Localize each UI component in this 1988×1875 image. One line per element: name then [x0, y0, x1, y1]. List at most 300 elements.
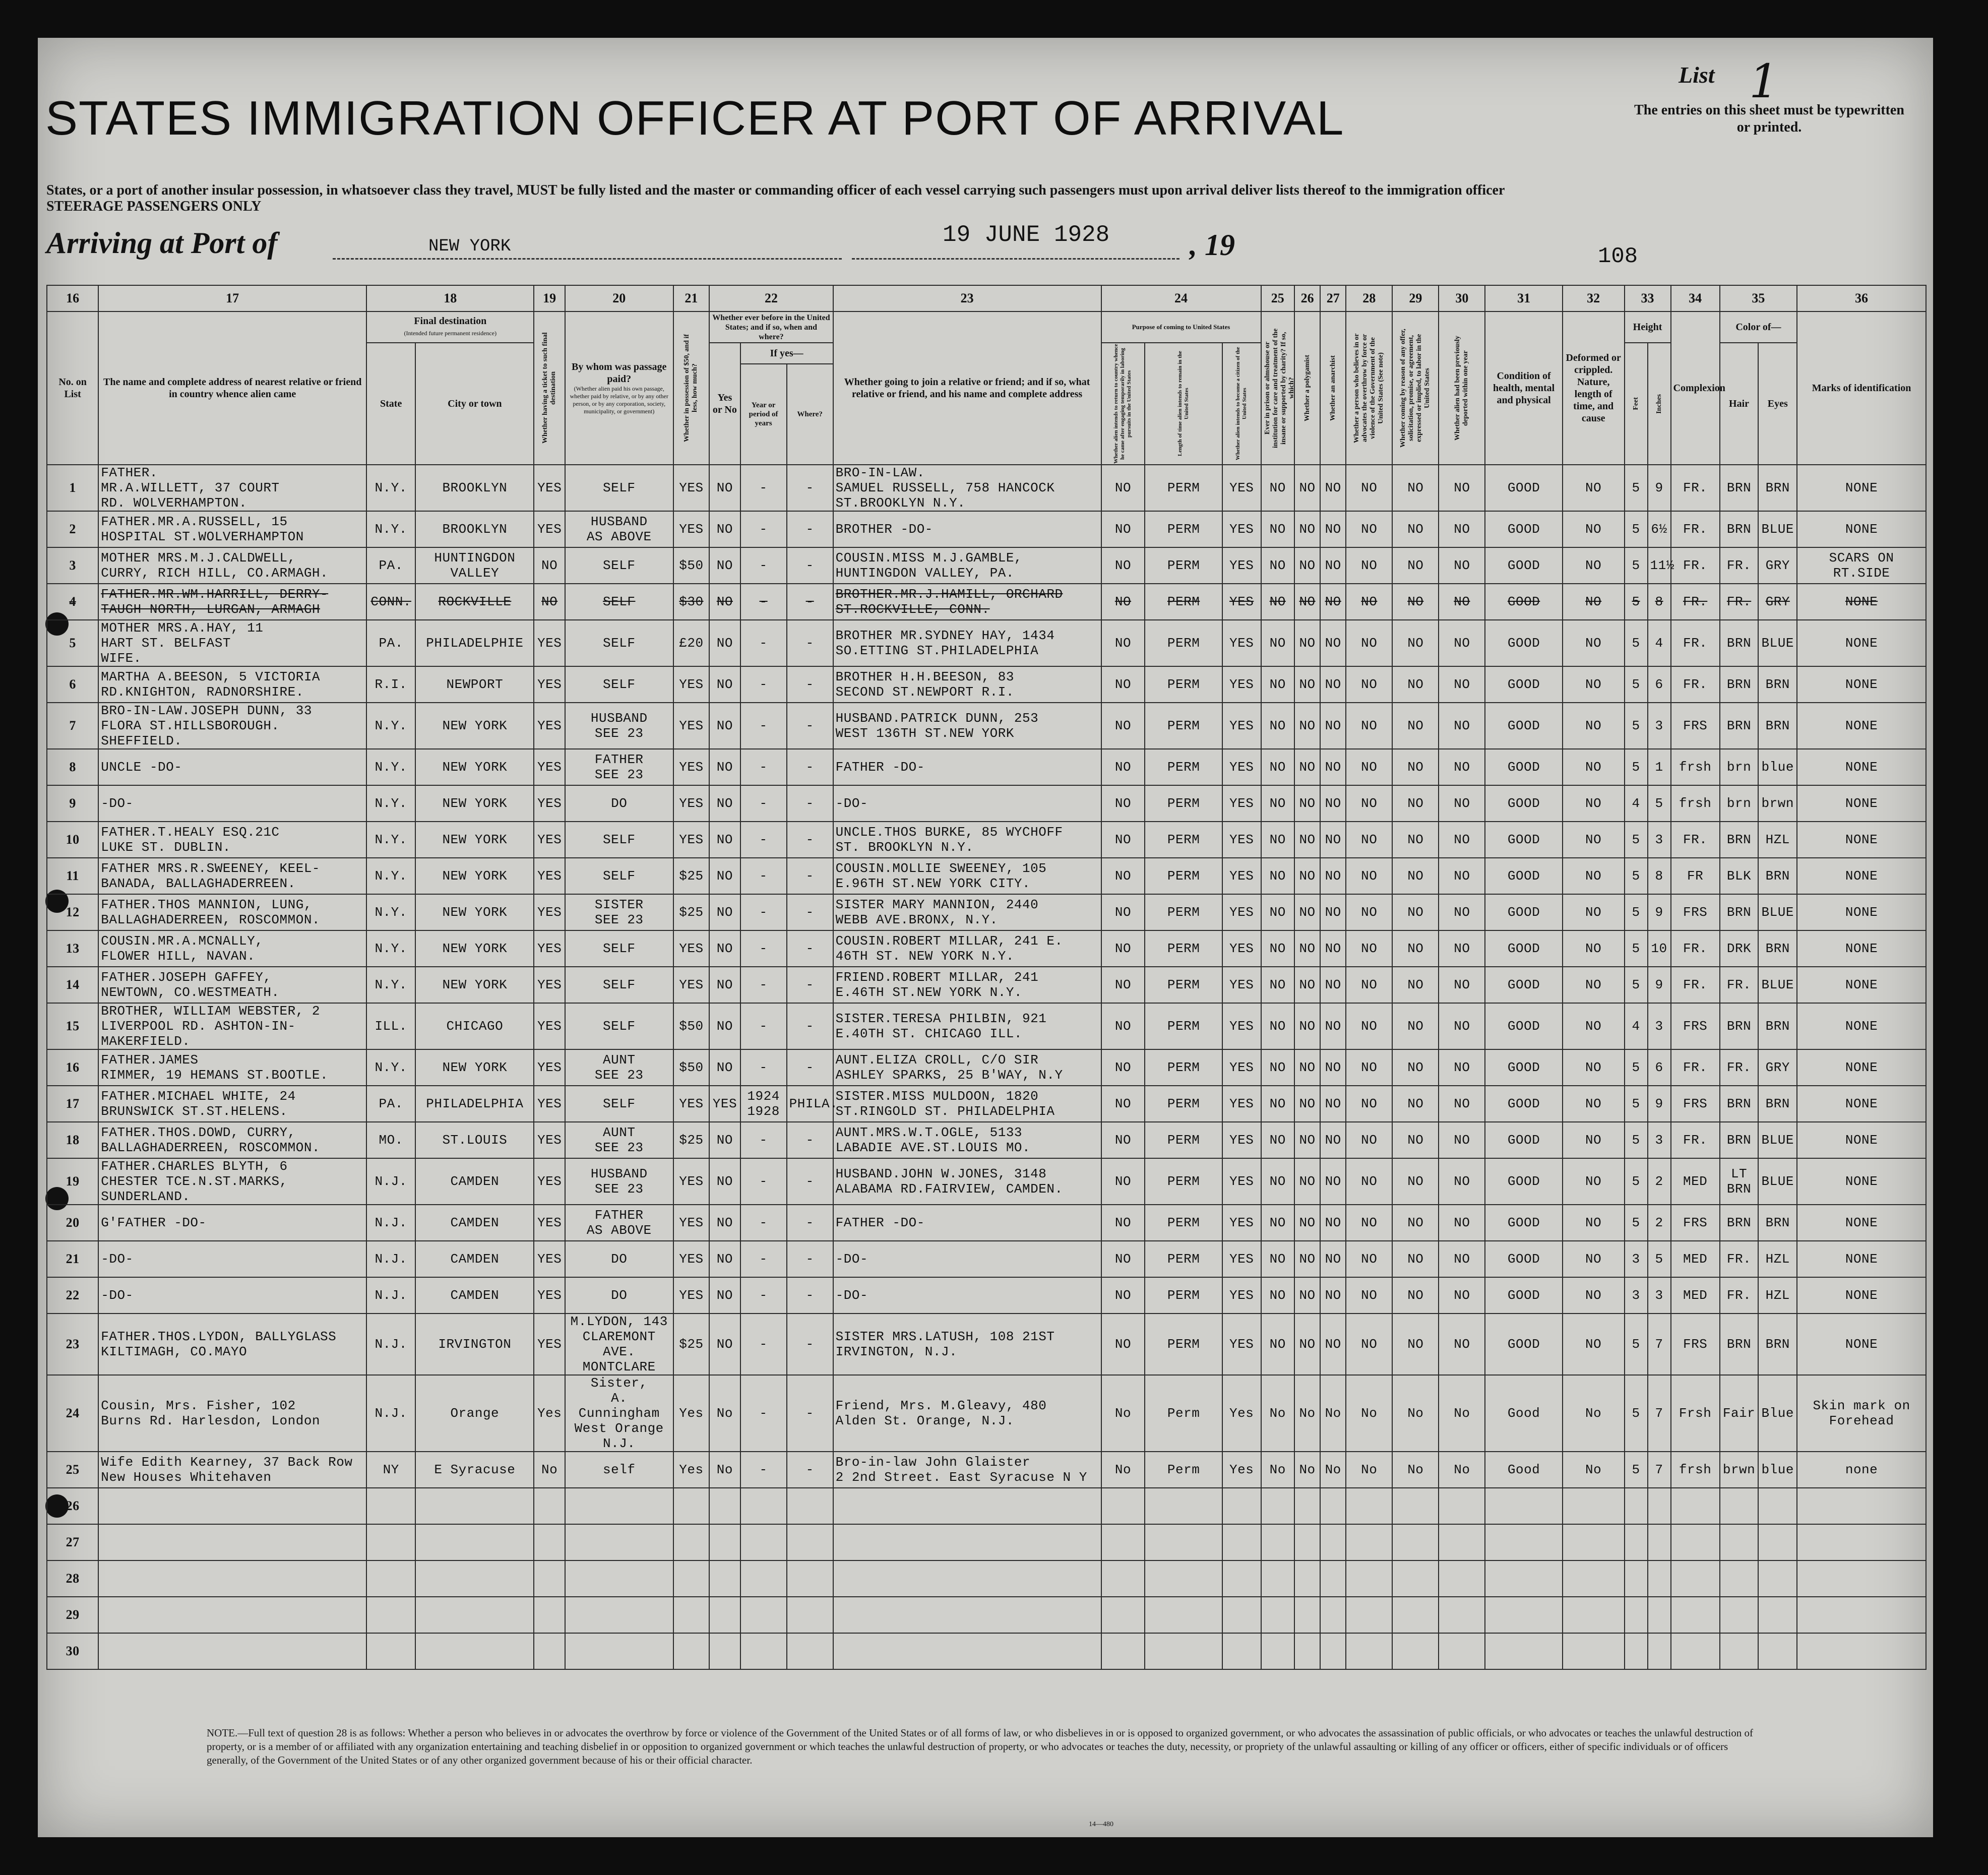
marks-cell: NONE — [1797, 1205, 1926, 1241]
money-cell: $50 — [673, 547, 710, 584]
anarchist-cell: NO — [1320, 666, 1346, 703]
year-cell: - — [740, 620, 787, 666]
health-cell — [1485, 1560, 1562, 1597]
polygamist-cell: NO — [1294, 1314, 1320, 1375]
passage-paid-cell: Sister, A. Cunningham West Orange N.J. — [565, 1375, 673, 1452]
q29-cell: NO — [1392, 749, 1439, 785]
nearest-relative-cell — [98, 1597, 366, 1633]
q28-cell: NO — [1346, 465, 1392, 511]
polygamist-cell — [1294, 1524, 1320, 1560]
column-number: 30 — [1439, 285, 1485, 311]
year-cell — [740, 1560, 787, 1597]
prison-cell — [1261, 1597, 1294, 1633]
hair-cell: BRN — [1720, 1086, 1759, 1122]
passage-paid-cell: SELF — [565, 967, 673, 1003]
anarchist-cell: NO — [1320, 749, 1346, 785]
eyes-cell: BRN — [1758, 930, 1797, 967]
row-number: 13 — [47, 930, 98, 967]
height-inches-cell: 9 — [1648, 967, 1671, 1003]
purpose-return-cell — [1101, 1488, 1145, 1524]
health-cell: GOOD — [1485, 547, 1562, 584]
before-in-us-cell: NO — [709, 1277, 740, 1314]
q30-cell: NO — [1439, 620, 1485, 666]
where-cell: - — [787, 465, 833, 511]
purpose-length-cell: PERM — [1145, 511, 1222, 547]
where-cell: - — [787, 547, 833, 584]
state-cell — [366, 1560, 415, 1597]
complexion-cell — [1671, 1524, 1720, 1560]
state-cell: N.Y. — [366, 511, 415, 547]
polygamist-cell: No — [1294, 1375, 1320, 1452]
polygamist-cell: NO — [1294, 1205, 1320, 1241]
purpose-return-cell: NO — [1101, 1314, 1145, 1375]
prison-cell: NO — [1261, 511, 1294, 547]
purpose-return-cell — [1101, 1560, 1145, 1597]
q29-cell: NO — [1392, 1003, 1439, 1049]
complexion-cell — [1671, 1633, 1720, 1669]
col-no-on-list: No. on List — [47, 311, 98, 465]
q29-cell: NO — [1392, 1049, 1439, 1086]
deformed-cell: No — [1563, 1452, 1625, 1488]
anarchist-cell — [1320, 1560, 1346, 1597]
ticket-cell: YES — [534, 1003, 565, 1049]
before-in-us-cell: No — [709, 1452, 740, 1488]
where-cell: - — [787, 1452, 833, 1488]
anarchist-cell — [1320, 1633, 1346, 1669]
money-cell: YES — [673, 1158, 710, 1205]
eyes-cell: GRY — [1758, 1049, 1797, 1086]
passage-paid-cell: M.LYDON, 143 CLAREMONT AVE. MONTCLARE — [565, 1314, 673, 1375]
col-q29 — [1392, 311, 1439, 465]
column-number: 21 — [673, 285, 710, 311]
q28-cell: No — [1346, 1452, 1392, 1488]
health-cell: GOOD — [1485, 1122, 1562, 1158]
polygamist-cell: NO — [1294, 1241, 1320, 1277]
passage-paid-cell: FATHER AS ABOVE — [565, 1205, 673, 1241]
height-feet-cell: 5 — [1625, 967, 1648, 1003]
ticket-cell — [534, 1560, 565, 1597]
q28-label: Whether a person who believes in or advocates the overthrow by force or violence of the Government of the United States (See note) — [1353, 333, 1385, 443]
complexion-cell: FR. — [1671, 584, 1720, 620]
polygamist-cell: NO — [1294, 1122, 1320, 1158]
city-cell: NEW YORK — [415, 858, 534, 894]
year-cell: - — [740, 666, 787, 703]
before-in-us-cell: NO — [709, 547, 740, 584]
row-number: 20 — [47, 1205, 98, 1241]
state-cell: N.Y. — [366, 703, 415, 749]
year-cell: - — [740, 584, 787, 620]
money-cell: YES — [673, 749, 710, 785]
nearest-relative-cell — [98, 1488, 366, 1524]
hair-cell: BLK — [1720, 858, 1759, 894]
anarchist-cell: NO — [1320, 547, 1346, 584]
height-inches-cell — [1648, 1488, 1671, 1524]
purpose-return-cell: NO — [1101, 511, 1145, 547]
height-feet-cell: 5 — [1625, 465, 1648, 511]
nearest-relative-cell: BRO-IN-LAW.JOSEPH DUNN, 33 FLORA ST.HILLSBOROUGH. SHEFFIELD. — [98, 703, 366, 749]
where-cell: - — [787, 1277, 833, 1314]
eyes-cell: HZL — [1758, 1241, 1797, 1277]
hair-cell: LT BRN — [1720, 1158, 1759, 1205]
deformed-cell: NO — [1563, 785, 1625, 822]
ticket-cell: YES — [534, 703, 565, 749]
height-feet-cell: 5 — [1625, 1205, 1648, 1241]
q29-label: Whether coming by reason of any offer, solicitation, promise, or agreement, expressed or implied, to labor in the United States — [1399, 329, 1432, 448]
before-in-us-cell — [709, 1597, 740, 1633]
where-cell: - — [787, 584, 833, 620]
state-cell — [366, 1488, 415, 1524]
passage-paid-cell: self — [565, 1452, 673, 1488]
col-feet — [1625, 343, 1648, 465]
health-cell: GOOD — [1485, 1205, 1562, 1241]
deformed-cell: NO — [1563, 930, 1625, 967]
marks-cell: NONE — [1797, 967, 1926, 1003]
ticket-cell: YES — [534, 930, 565, 967]
year-cell — [740, 1524, 787, 1560]
marks-cell: NONE — [1797, 703, 1926, 749]
year-cell: - — [740, 1205, 787, 1241]
joining-cell — [833, 1524, 1101, 1560]
before-in-us-label: Whether ever before in the United States; and if so, when and where? — [712, 313, 830, 341]
where-cell — [787, 1597, 833, 1633]
joining-cell: BROTHER -DO- — [833, 511, 1101, 547]
purpose-return-cell: NO — [1101, 1049, 1145, 1086]
col-where: Where? — [787, 364, 833, 465]
marks-cell: NONE — [1797, 1158, 1926, 1205]
eyes-cell: BRN — [1758, 858, 1797, 894]
height-inches-cell: 10 — [1648, 930, 1671, 967]
deformed-cell: NO — [1563, 1158, 1625, 1205]
city-cell — [415, 1524, 534, 1560]
hair-cell: FR. — [1720, 967, 1759, 1003]
money-label: Whether in possession of $50, and if less, how much? — [683, 334, 699, 443]
ticket-cell: NO — [534, 584, 565, 620]
purpose-length-cell: PERM — [1145, 1003, 1222, 1049]
list-number: 1 — [1749, 54, 1779, 108]
money-cell: Yes — [673, 1452, 710, 1488]
column-number: 36 — [1797, 285, 1926, 311]
ticket-cell: YES — [534, 620, 565, 666]
complexion-cell: FR. — [1671, 967, 1720, 1003]
money-cell — [673, 1597, 710, 1633]
hair-cell — [1720, 1488, 1759, 1524]
column-number: 25 — [1261, 285, 1294, 311]
height-feet-cell — [1625, 1560, 1648, 1597]
q29-cell: NO — [1392, 620, 1439, 666]
q29-cell: NO — [1392, 1086, 1439, 1122]
col-q30 — [1439, 311, 1485, 465]
passage-paid-cell: SISTER SEE 23 — [565, 894, 673, 930]
state-cell: MO. — [366, 1122, 415, 1158]
passage-paid-cell: SELF — [565, 547, 673, 584]
height-inches-cell: 7 — [1648, 1314, 1671, 1375]
health-cell: GOOD — [1485, 465, 1562, 511]
where-cell: - — [787, 511, 833, 547]
manifest-table — [46, 285, 1927, 1670]
column-number: 27 — [1320, 285, 1346, 311]
nearest-relative-cell: MOTHER MRS.M.J.CALDWELL, CURRY, RICH HILL, CO.ARMAGH. — [98, 547, 366, 584]
q28-cell: NO — [1346, 894, 1392, 930]
ticket-cell: YES — [534, 1086, 565, 1122]
height-feet-cell — [1625, 1597, 1648, 1633]
nearest-relative-cell: -DO- — [98, 1241, 366, 1277]
passage-paid-cell: DO — [565, 1241, 673, 1277]
marks-cell — [1797, 1560, 1926, 1597]
prison-cell — [1261, 1488, 1294, 1524]
q30-cell: NO — [1439, 894, 1485, 930]
money-cell: $25 — [673, 894, 710, 930]
where-cell: - — [787, 666, 833, 703]
hair-cell: BRN — [1720, 620, 1759, 666]
hair-cell: FR. — [1720, 1277, 1759, 1314]
q28-cell: NO — [1346, 1158, 1392, 1205]
money-cell: YES — [673, 785, 710, 822]
before-in-us-cell: No — [709, 1375, 740, 1452]
marks-cell: NONE — [1797, 584, 1926, 620]
q28-cell: NO — [1346, 1086, 1392, 1122]
state-cell: N.J. — [366, 1277, 415, 1314]
before-in-us-cell: NO — [709, 1314, 740, 1375]
purpose-citizen-cell: YES — [1222, 1241, 1261, 1277]
polygamist-cell: NO — [1294, 1158, 1320, 1205]
q29-cell: NO — [1392, 1241, 1439, 1277]
height-feet-cell: 5 — [1625, 1314, 1648, 1375]
anarchist-cell: NO — [1320, 822, 1346, 858]
row-number: 23 — [47, 1314, 98, 1375]
purpose-length-cell: PERM — [1145, 822, 1222, 858]
deformed-cell: NO — [1563, 584, 1625, 620]
state-cell: N.Y. — [366, 1049, 415, 1086]
q30-cell: NO — [1439, 547, 1485, 584]
hair-cell: BRN — [1720, 894, 1759, 930]
before-in-us-cell: NO — [709, 1205, 740, 1241]
ticket-cell — [534, 1524, 565, 1560]
anarchist-cell: NO — [1320, 1086, 1346, 1122]
row-number: 11 — [47, 858, 98, 894]
complexion-cell: FR. — [1671, 620, 1720, 666]
before-in-us-cell: NO — [709, 1122, 740, 1158]
ticket-cell — [534, 1488, 565, 1524]
table-row — [47, 894, 1926, 930]
height-inches-cell: 9 — [1648, 1086, 1671, 1122]
joining-cell — [833, 1488, 1101, 1524]
passage-paid-cell: SELF — [565, 1003, 673, 1049]
column-number: 32 — [1563, 285, 1625, 311]
marks-cell: NONE — [1797, 1314, 1926, 1375]
height-feet-cell — [1625, 1524, 1648, 1560]
table-row — [47, 967, 1926, 1003]
q30-cell: NO — [1439, 1086, 1485, 1122]
city-cell: NEW YORK — [415, 785, 534, 822]
nearest-relative-cell — [98, 1560, 366, 1597]
purpose-return-cell: NO — [1101, 1158, 1145, 1205]
anarchist-cell: NO — [1320, 1049, 1346, 1086]
q28-cell: NO — [1346, 584, 1392, 620]
height-inches-cell: 6 — [1648, 1049, 1671, 1086]
row-number: 4 — [47, 584, 98, 620]
before-in-us-cell — [709, 1560, 740, 1597]
state-cell: N.J. — [366, 1241, 415, 1277]
deformed-cell: NO — [1563, 967, 1625, 1003]
deformed-cell: NO — [1563, 511, 1625, 547]
ticket-cell: YES — [534, 1314, 565, 1375]
purpose-length-cell: PERM — [1145, 547, 1222, 584]
q28-cell: NO — [1346, 1241, 1392, 1277]
state-cell: N.J. — [366, 1314, 415, 1375]
q30-cell: NO — [1439, 1049, 1485, 1086]
state-cell: N.Y. — [366, 749, 415, 785]
passage-paid-note: (Whether alien paid his own passage, whether paid by relative, or by any other person, or by any corporation, society, municipality, or government) — [570, 385, 668, 415]
passage-paid-cell: HUSBAND SEE 23 — [565, 1158, 673, 1205]
passage-paid-cell: SELF — [565, 666, 673, 703]
q29-cell: No — [1392, 1375, 1439, 1452]
purpose-return-cell: No — [1101, 1452, 1145, 1488]
complexion-cell: MED — [1671, 1277, 1720, 1314]
health-cell: GOOD — [1485, 1241, 1562, 1277]
joining-cell: SISTER MRS.LATUSH, 108 21ST IRVINGTON, N.J. — [833, 1314, 1101, 1375]
health-cell — [1485, 1524, 1562, 1560]
final-destination-label: Final destination — [414, 316, 487, 327]
table-row — [47, 785, 1926, 822]
year-cell: - — [740, 967, 787, 1003]
purpose-return-cell — [1101, 1633, 1145, 1669]
height-feet-cell: 5 — [1625, 1375, 1648, 1452]
year-cell: - — [740, 1158, 787, 1205]
where-cell — [787, 1488, 833, 1524]
purpose-citizen-cell: YES — [1222, 511, 1261, 547]
deformed-cell: NO — [1563, 749, 1625, 785]
purpose-citizen-cell — [1222, 1488, 1261, 1524]
passage-paid-cell: SELF — [565, 620, 673, 666]
prison-cell: NO — [1261, 1205, 1294, 1241]
purpose-return-cell: NO — [1101, 749, 1145, 785]
complexion-cell: frsh — [1671, 785, 1720, 822]
row-number: 3 — [47, 547, 98, 584]
hair-cell: FR. — [1720, 1049, 1759, 1086]
marks-cell — [1797, 1597, 1926, 1633]
city-cell: E Syracuse — [415, 1452, 534, 1488]
before-in-us-cell: NO — [709, 785, 740, 822]
height-inches-cell — [1648, 1633, 1671, 1669]
city-cell: NEW YORK — [415, 894, 534, 930]
q30-label: Whether alien had been previously deported within one year — [1454, 336, 1470, 441]
passage-paid-cell: SELF — [565, 1086, 673, 1122]
height-feet-cell: 5 — [1625, 930, 1648, 967]
complexion-cell: FRS — [1671, 1205, 1720, 1241]
q30-cell — [1439, 1524, 1485, 1560]
sheet-number: 108 — [1598, 244, 1638, 269]
table-row — [47, 1452, 1926, 1488]
purpose-return-cell: NO — [1101, 1205, 1145, 1241]
prison-cell: No — [1261, 1452, 1294, 1488]
marks-cell: none — [1797, 1452, 1926, 1488]
purpose-return-cell: NO — [1101, 666, 1145, 703]
col-complexion: Complexion — [1671, 311, 1720, 465]
purpose-length-cell: Perm — [1145, 1375, 1222, 1452]
polygamist-cell: No — [1294, 1452, 1320, 1488]
ticket-cell: No — [534, 1452, 565, 1488]
health-cell: GOOD — [1485, 749, 1562, 785]
before-in-us-cell: NO — [709, 584, 740, 620]
hair-cell: BRN — [1720, 1003, 1759, 1049]
purpose-length-cell: PERM — [1145, 785, 1222, 822]
health-cell: GOOD — [1485, 894, 1562, 930]
row-number: 5 — [47, 620, 98, 666]
ticket-cell: YES — [534, 785, 565, 822]
polygamist-cell: NO — [1294, 822, 1320, 858]
money-cell: $50 — [673, 1003, 710, 1049]
anarchist-cell: NO — [1320, 930, 1346, 967]
complexion-cell — [1671, 1597, 1720, 1633]
city-cell: NEW YORK — [415, 1049, 534, 1086]
q29-cell — [1392, 1597, 1439, 1633]
purpose-length-cell: PERM — [1145, 1049, 1222, 1086]
marks-cell: NONE — [1797, 749, 1926, 785]
eyes-cell: BRN — [1758, 1205, 1797, 1241]
ticket-cell — [534, 1597, 565, 1633]
table-row — [47, 1205, 1926, 1241]
state-cell: ILL. — [366, 1003, 415, 1049]
marks-cell: NONE — [1797, 822, 1926, 858]
column-number: 19 — [534, 285, 565, 311]
health-cell: GOOD — [1485, 785, 1562, 822]
eyes-cell: BRN — [1758, 1314, 1797, 1375]
q29-cell: NO — [1392, 822, 1439, 858]
q30-cell — [1439, 1597, 1485, 1633]
height-feet-cell: 5 — [1625, 1158, 1648, 1205]
joining-cell: Bro-in-law John Glaister 2 2nd Street. East Syracuse N Y — [833, 1452, 1101, 1488]
money-cell: $25 — [673, 1122, 710, 1158]
state-cell: N.Y. — [366, 930, 415, 967]
state-cell: N.Y. — [366, 967, 415, 1003]
col-polygamist — [1294, 311, 1320, 465]
q30-cell: NO — [1439, 749, 1485, 785]
complexion-cell: FR. — [1671, 547, 1720, 584]
joining-cell: BROTHER H.H.BEESON, 83 SECOND ST.NEWPORT R.I. — [833, 666, 1101, 703]
purpose-length-cell — [1145, 1488, 1222, 1524]
marks-cell: NONE — [1797, 785, 1926, 822]
joining-cell — [833, 1597, 1101, 1633]
polygamist-cell: NO — [1294, 547, 1320, 584]
anarchist-cell — [1320, 1488, 1346, 1524]
joining-cell: BROTHER MR.SYDNEY HAY, 1434 SO.ETTING ST.PHILADELPHIA — [833, 620, 1101, 666]
eyes-cell: BRN — [1758, 1086, 1797, 1122]
year-cell: - — [740, 822, 787, 858]
marks-cell: Skin mark on Forehead — [1797, 1375, 1926, 1452]
year-cell: - — [740, 1375, 787, 1452]
class-note: STEERAGE PASSENGERS ONLY — [46, 199, 262, 214]
height-feet-cell: 5 — [1625, 584, 1648, 620]
row-number: 14 — [47, 967, 98, 1003]
purpose-return-cell: NO — [1101, 1277, 1145, 1314]
purpose-length-cell: PERM — [1145, 1241, 1222, 1277]
height-feet-cell: 5 — [1625, 703, 1648, 749]
ticket-cell: YES — [534, 1122, 565, 1158]
row-number: 28 — [47, 1560, 98, 1597]
eyes-cell: BLUE — [1758, 894, 1797, 930]
height-feet-cell: 5 — [1625, 822, 1648, 858]
col-eyes: Eyes — [1758, 343, 1797, 465]
height-inches-cell: 5 — [1648, 785, 1671, 822]
money-cell: YES — [673, 1241, 710, 1277]
complexion-cell: frsh — [1671, 749, 1720, 785]
purpose-citizen-cell: YES — [1222, 1277, 1261, 1314]
before-in-us-cell: NO — [709, 894, 740, 930]
date-underline — [852, 258, 1179, 260]
purpose-citizen-cell: YES — [1222, 1049, 1261, 1086]
money-cell: YES — [673, 930, 710, 967]
before-in-us-cell: NO — [709, 858, 740, 894]
